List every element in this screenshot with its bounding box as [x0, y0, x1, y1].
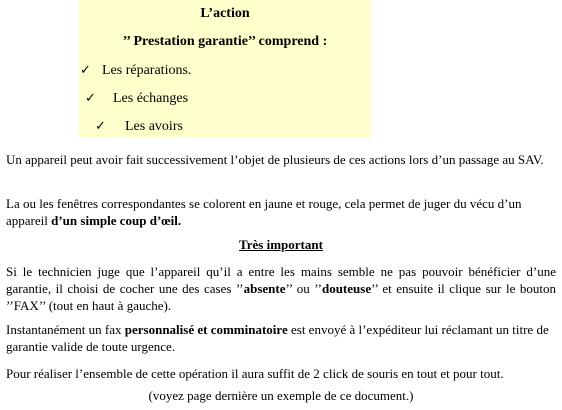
- emphasis-douteuse: douteuse: [321, 281, 372, 296]
- footer-note: (voyez page dernière un exemple de ce document.): [148, 388, 414, 403]
- check-item-label: Les avoirs: [125, 119, 183, 134]
- section-heading-tres-important: Très important: [239, 237, 323, 252]
- paragraph-text: Instantanément un fax: [6, 322, 125, 337]
- paragraph-text: La ou les fenêtres correspondantes se colorent en jaune et rouge, cela permet de juger du vécu d’un appareil: [6, 196, 522, 228]
- paragraph-text: est envoyé à l’expéditeur lui réclamant un titre de garantie valide de toute urgence.: [6, 322, 549, 354]
- paragraph-two-clicks: Pour réaliser l’ensemble de cette opération il aura suffit de 2 click de souris en tout et pour tout.: [6, 366, 504, 381]
- paragraph-multiple-actions: Un appareil peut avoir fait successivement l’objet de plusieurs de ces actions lors d’un passage au SAV.: [6, 152, 544, 167]
- emphasis-absente: absente: [243, 281, 286, 296]
- paragraph-text: ’’ ou ’’: [285, 281, 322, 296]
- check-item-avoirs: [95, 119, 183, 135]
- callout-title: L’action: [200, 6, 250, 21]
- paragraph-window-colors: [6, 195, 556, 229]
- checkmark-icon: ✓: [80, 63, 91, 78]
- checkmark-icon: ✓: [95, 119, 106, 134]
- paragraph-text: Si le technicien juge que l’appareil qu’il a entre les mains semble ne pas pouvoir bénéficier d’une garantie, il choisi de cocher une des cases ’’: [6, 264, 556, 296]
- check-item-echanges: [85, 91, 188, 107]
- paragraph-technician-fax: [6, 263, 556, 314]
- callout-subtitle: ’’ Prestation garantie’’ comprend :: [122, 34, 328, 49]
- paragraph-text: ’’ et ensuite il clique sur le bouton ’’FAX’’ (tout en haut à gauche).: [6, 281, 556, 313]
- emphasis-text: d’un simple coup d’œil.: [51, 213, 182, 228]
- check-item-label: Les réparations.: [102, 63, 192, 78]
- check-item-reparations: [80, 63, 191, 79]
- check-item-label: Les échanges: [113, 91, 189, 106]
- checkmark-icon: ✓: [85, 91, 96, 106]
- emphasis-personnalise: personnalisé et comminatoire: [124, 322, 288, 337]
- paragraph-fax-sent: [6, 321, 556, 355]
